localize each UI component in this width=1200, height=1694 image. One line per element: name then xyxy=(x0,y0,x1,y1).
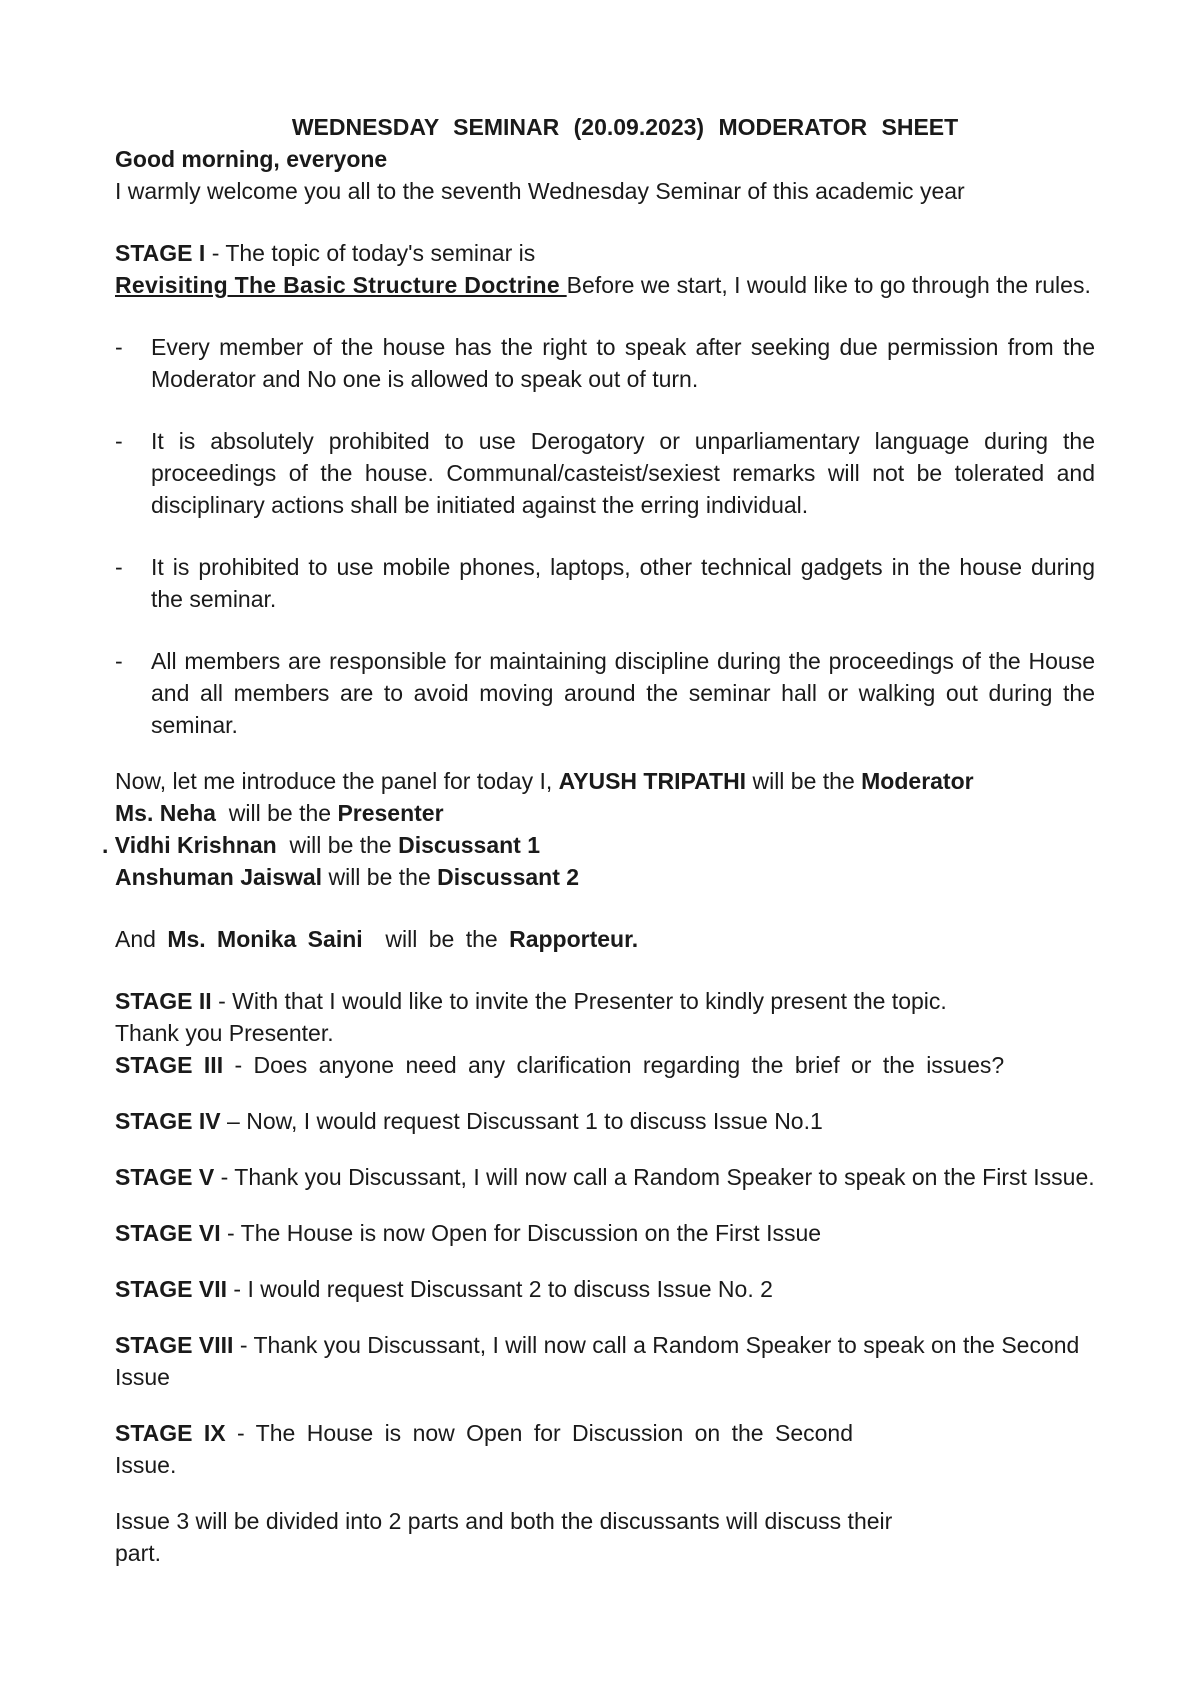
stage-label: STAGE I xyxy=(115,240,206,266)
stage-6: STAGE VI - The House is now Open for Discussion on the First Issue xyxy=(115,1220,822,1246)
rule-item: - Every member of the house has the right to speak after seeking due permission from the Moderator and No one is allowed to speak out of turn. xyxy=(115,334,1095,392)
stage-8: STAGE VIII - Thank you Discussant, I will now call a Random Speaker to speak on the Second Issue xyxy=(115,1332,1080,1390)
stage-2: STAGE II - With that I would like to invite the Presenter to kindly present the topic. xyxy=(115,988,947,1014)
rule-item: - All members are responsible for maintaining discipline during the proceedings of the House and all members are to avoid moving around the seminar hall or walking out during the seminar. xyxy=(115,648,1095,738)
stage-9-continued: Issue. xyxy=(115,1452,177,1478)
stage-5: STAGE V - Thank you Discussant, I will now call a Random Speaker to speak on the First Issue. xyxy=(115,1164,1095,1190)
stage-3: STAGE III - Does anyone need any clarification regarding the brief or the issues? xyxy=(115,1052,1005,1078)
issue-3-text-continued: part. xyxy=(115,1540,162,1566)
welcome-text: I warmly welcome you all to the seventh Wednesday Seminar of this academic year xyxy=(115,178,965,204)
issue-3-text: Issue 3 will be divided into 2 parts and both the discussants will discuss their xyxy=(115,1508,893,1534)
rule-item: - It is absolutely prohibited to use Derogatory or unparliamentary language during the proceedings of the house. Communal/casteist/sexiest remarks will not be tolerated and disciplinary actions shall be initiated against the erring individual. xyxy=(115,428,1095,518)
stage-9: STAGE IX - The House is now Open for Discussion on the Second xyxy=(115,1420,853,1446)
stage-7: STAGE VII - I would request Discussant 2 to discuss Issue No. 2 xyxy=(115,1276,773,1302)
panel-intro: Now, let me introduce the panel for today I, AYUSH TRIPATHI will be the Moderator xyxy=(115,768,974,794)
stage-4: STAGE IV – Now, I would request Discussant 1 to discuss Issue No.1 xyxy=(115,1108,823,1134)
panel-discussant-2: Anshuman Jaiswal will be the Discussant 2 xyxy=(115,864,580,890)
document-body xyxy=(102,111,1095,1569)
rule-item: - It is prohibited to use mobile phones, laptops, other technical gadgets in the house during the seminar. xyxy=(115,554,1095,612)
seminar-topic: Revisiting The Basic Structure Doctrine xyxy=(115,272,567,298)
stage-1: STAGE I - The topic of today's seminar is xyxy=(115,240,536,266)
panel-discussant-1: . Vidhi Krishnan will be the Discussant 1 xyxy=(102,832,541,858)
thanks-presenter: Thank you Presenter. xyxy=(115,1020,334,1046)
panel-presenter: Ms. Neha will be the Presenter xyxy=(115,800,444,826)
page-title: WEDNESDAY SEMINAR (20.09.2023) MODERATOR SHEET xyxy=(291,114,959,140)
panel-rapporteur: And Ms. Monika Saini will be the Rapporteur. xyxy=(115,926,639,952)
greeting: Good morning, everyone xyxy=(115,146,388,172)
topic-line: Revisiting The Basic Structure Doctrine Before we start, I would like to go through the rules. xyxy=(115,272,1091,298)
